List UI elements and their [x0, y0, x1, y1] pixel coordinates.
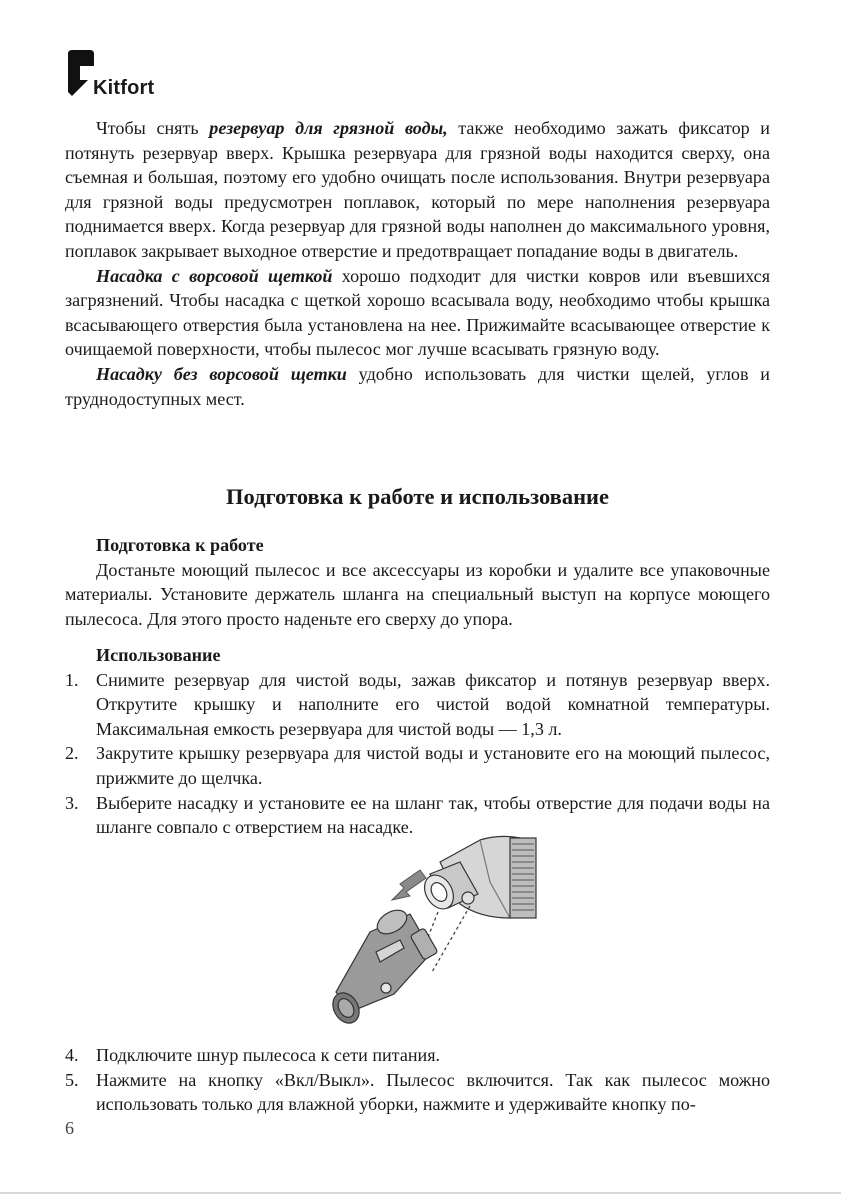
- preparation-text: Достаньте моющий пылесос и все аксессуары из коробки и удалите все упаковочные материалы. Установите держатель шланга на специальный выступ на корпусе моющего пылесоса. Для этого просто наденьте его сверху до упора.: [65, 559, 770, 629]
- section-title: Подготовка к работе и использование: [225, 484, 609, 509]
- step-number: 3.: [65, 792, 79, 813]
- list-item: [65, 1043, 770, 1068]
- step-number: 2.: [65, 743, 79, 764]
- emphasis-dirty-water-tank: резервуар для грязной воды,: [209, 118, 448, 138]
- preparation-heading: Подготовка к работе: [96, 535, 264, 555]
- text-run: также необходимо зажать фиксатор и потянуть резервуар вверх. Крышка резервуара для грязной воды находится сверху, она съемная и большая, поэтому его удобно очищать после использования. Внутри резервуара для грязной воды предусмотрен поплавок, который по мере наполнения резервуара поднимается вверх. Когда резервуар для грязной воды наполнен до максимального уровня, поплавок закрывает выходное отверстие и предотвращает попадание воды в двигатель.: [65, 118, 770, 261]
- usage-heading: Использование: [96, 645, 221, 665]
- intro-text: [65, 116, 770, 411]
- step-text: Снимите резервуар для чистой воды, зажав фиксатор и потянув резервуар вверх. Открутите крышку и наполните его чистой водой комнатной температуры. Максимальная емкость резервуара для чистой воды — 1,3 л.: [96, 669, 770, 739]
- paragraph-brush-nozzle: [65, 264, 770, 362]
- list-item: [65, 1068, 770, 1117]
- step-number: 5.: [65, 1069, 79, 1090]
- paragraph-dirty-water-tank: [65, 116, 770, 264]
- step-text: Выберите насадку и установите ее на шланг так, чтобы отверстие для подачи воды на шланге совпало с отверстием на насадке.: [96, 792, 770, 838]
- usage-steps-list-continued: [65, 1043, 770, 1117]
- step-text: Нажмите на кнопку «Вкл/Выкл». Пылесос включится. Так как пылесос можно использовать только для влажной уборки, нажмите и удерживайте кнопку по-: [96, 1069, 770, 1115]
- usage-steps-list: [65, 668, 770, 840]
- emphasis-crevice-nozzle: Насадку без ворсовой щетки: [96, 363, 347, 384]
- brand-name: Kitfort: [93, 77, 155, 99]
- step-number: 1.: [65, 669, 79, 690]
- nozzle-installation-illustration: [330, 822, 565, 1027]
- text-run: удобно использовать для чистки щелей, углов и труднодоступных мест.: [65, 363, 770, 409]
- emphasis-brush-nozzle: Насадка с ворсовой щеткой: [96, 265, 333, 286]
- text-run: хорошо подходит для чистки ковров или въевшихся загрязнений. Чтобы насадка с щеткой хорошо всасывала воду, необходимо чтобы крышка всасывающего отверстия была установлена на нее. Прижимайте всасывающее отверстие к очищаемой поверхности, чтобы пылесос мог лучше всасывать грязную воду.: [65, 265, 771, 360]
- page-number: 6: [65, 1118, 74, 1138]
- paragraph-crevice-nozzle: [65, 362, 770, 411]
- list-item: [65, 668, 770, 742]
- kitfort-logo: [66, 50, 176, 102]
- direction-arrow-icon: [392, 870, 426, 900]
- text-run: Чтобы снять: [96, 118, 210, 138]
- usage-steps-continued: [65, 1043, 770, 1117]
- step-text: Закрутите крышку резервуара для чистой воды и установите его на моющий пылесос, прижмите до щелчка.: [96, 743, 770, 788]
- step-number: 4.: [65, 1045, 79, 1065]
- list-item: [65, 741, 770, 790]
- preparation-block: [65, 533, 770, 631]
- usage-block: [65, 643, 770, 840]
- step-text: Подключите шнур пылесоса к сети питания.: [96, 1045, 441, 1065]
- kitfort-logo-mark: [66, 50, 96, 96]
